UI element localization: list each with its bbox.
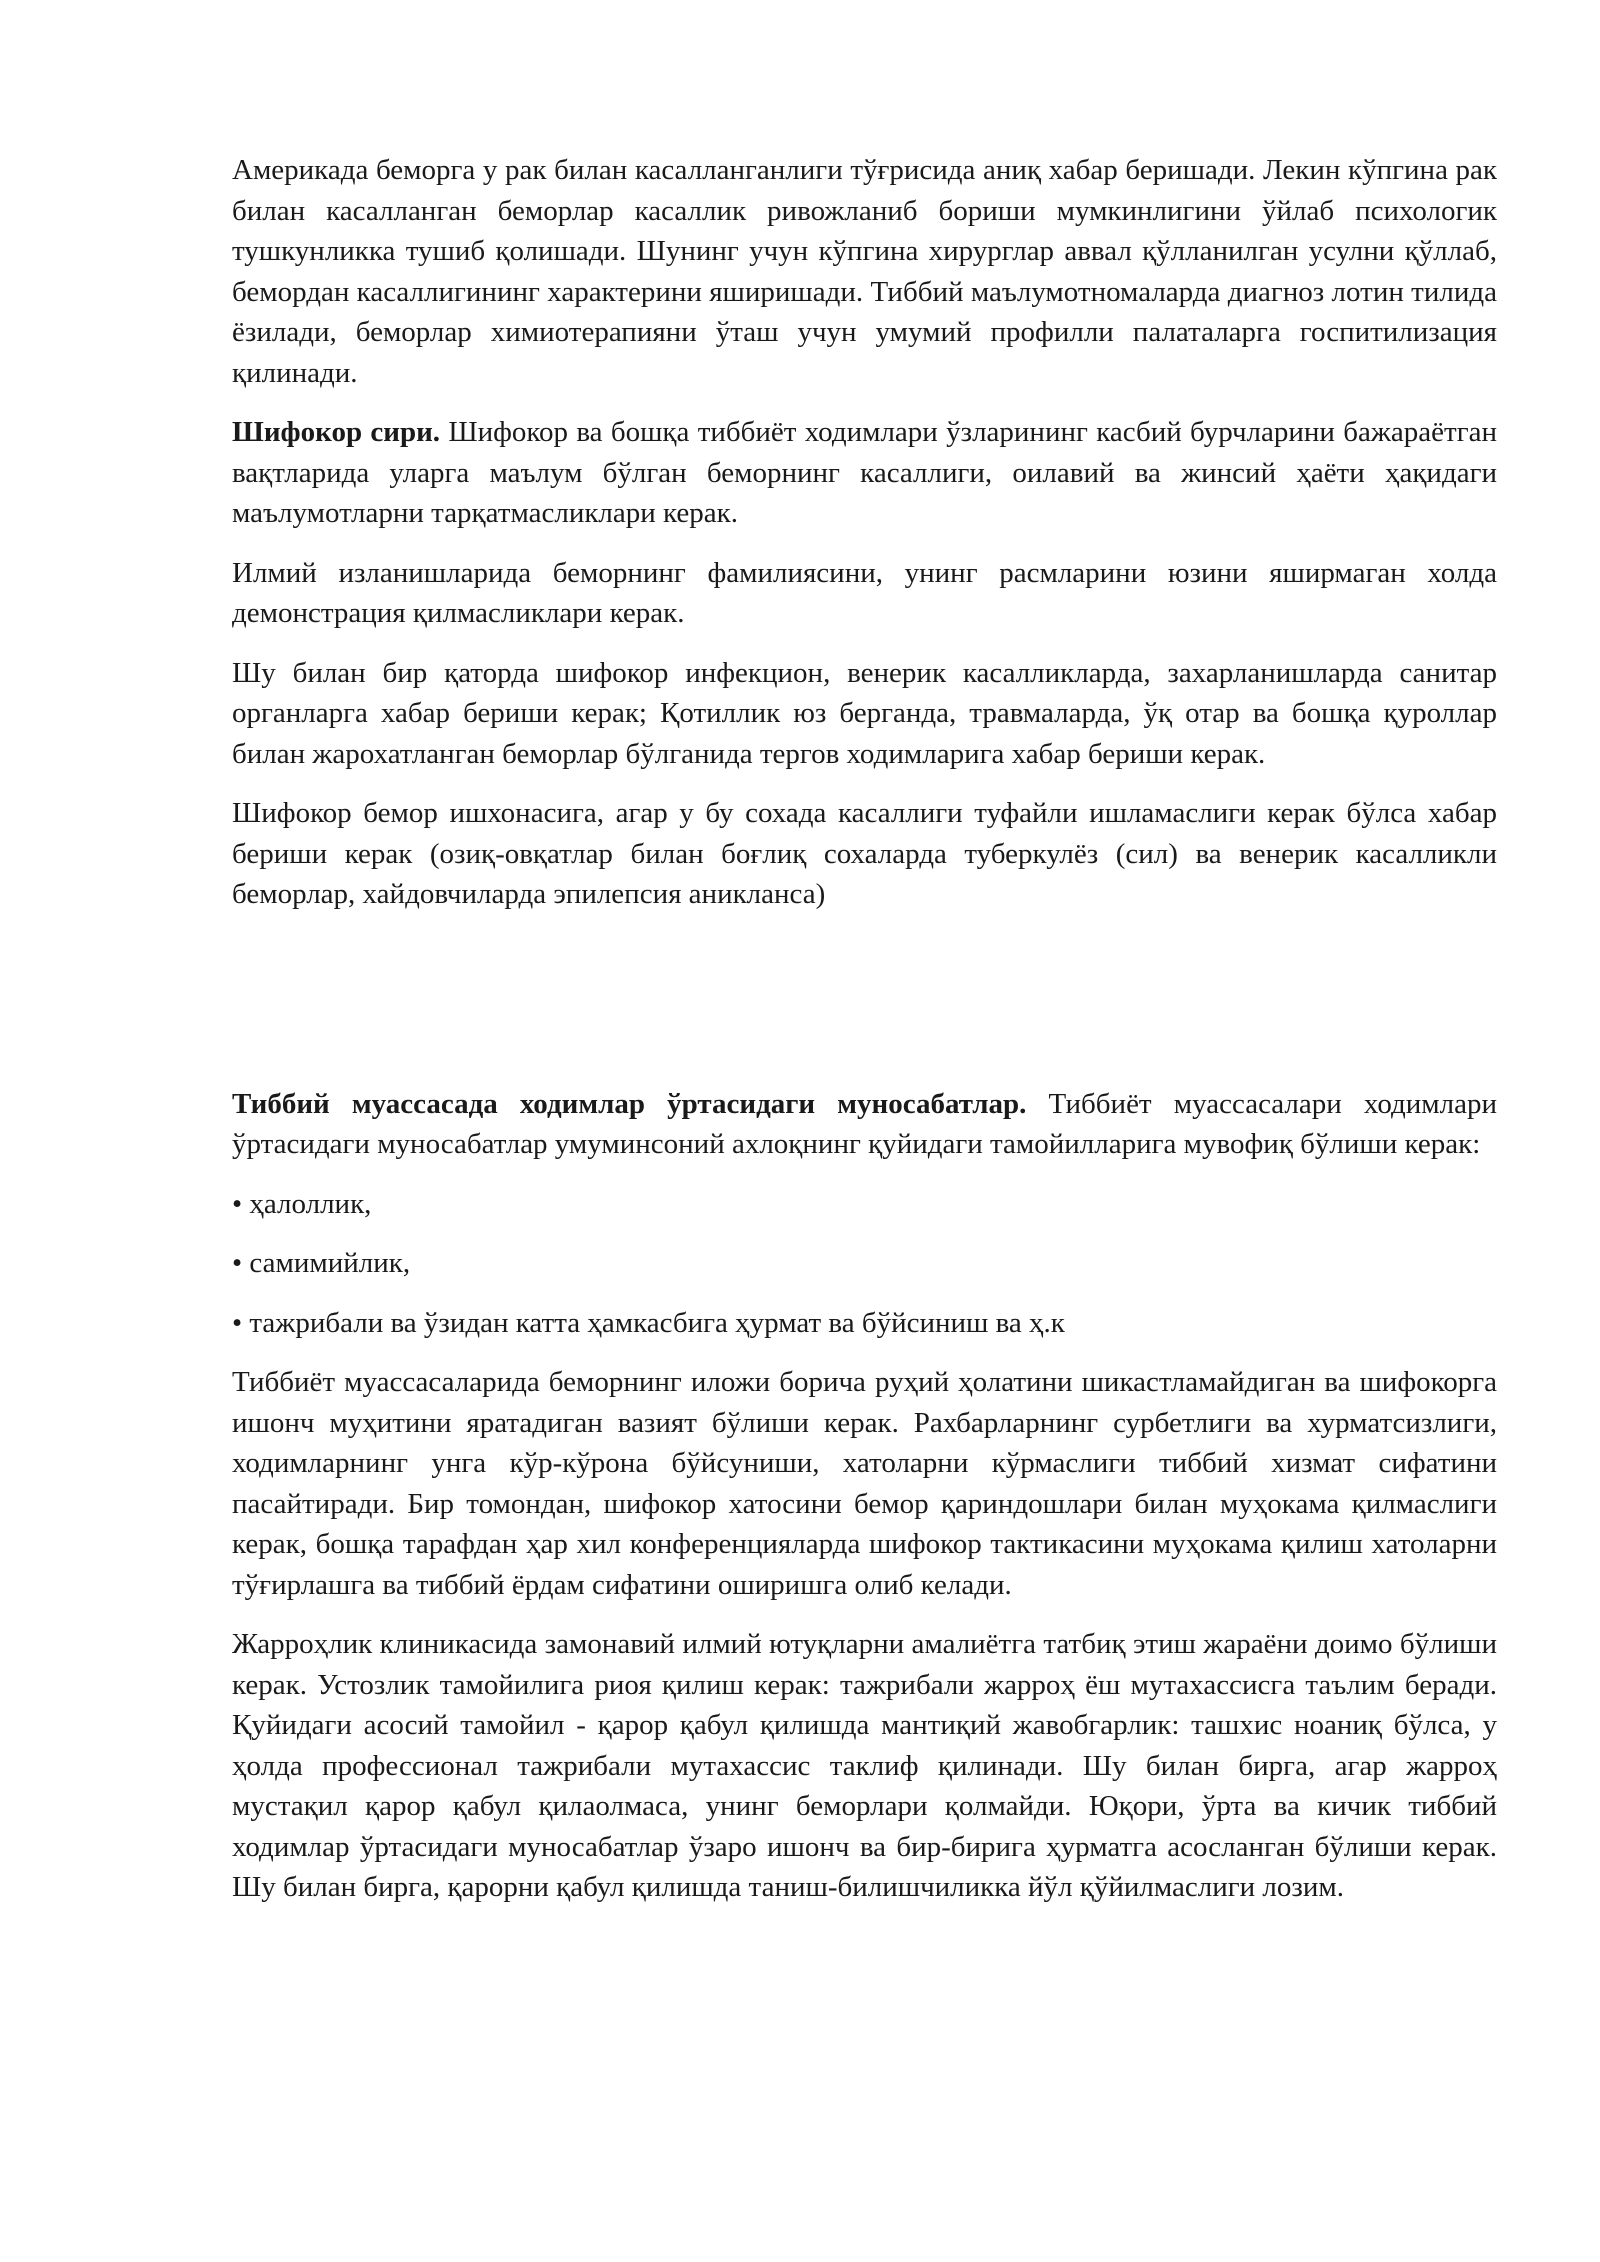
paragraph-research-privacy: Илмий изланишларида беморнинг фамилиясини, унинг расмларини юзини яширмаган холда демонстрация қилмасликлари керак. [232,556,1497,629]
paragraph-cancer-disclosure: Америкада беморга у рак билан касалланганлиги тўғрисида аниқ хабар беришади. Лекин кўпгина рак билан касалланган беморлар касаллик ривожланиб бориши мумкинлигини ўйлаб психологик тушкунликка тушиб қолишади. Шунинг учун кўпгина хирурглар аввал қўлланилган усулни қўллаб, бемордан касаллигининг характерини яширишади. Тиббий маълумотномаларда диагноз лотин тилида ёзилади, беморлар химиотерапияни ўташ учун умумий профилли палаталарга госпитилизация қилинади. [232,154,1497,389]
medical-secret-text: Шифокор ва бошқа тиббиёт ходимлари ўзларининг касбий бурчларини бажараётган вақтларида уларга маълум бўлган беморнинг касаллиги, оилавий ва жинсий ҳаёти ҳақидаги маълумотларни тарқатмасликлари керак. [232,416,1497,529]
section-spacer [232,934,1497,1084]
heading-medical-secret: Шифокор сири. [232,416,441,448]
paragraph-surgical-clinic: Жарроҳлик клиникасида замонавий илмий ютуқларни амалиётга татбиқ этиш жараёни доимо бўлиши керак. Устозлик тамойилига риоя қилиш керак: тажрибали жарроҳ ёш мутахассисга таълим беради. Қуйидаги асосий тамойил - қарор қабул қилишда мантиқий жавобгарлик: ташхис ноаниқ бўлса, у ҳолда профессионал тажрибали мутахассис таклиф қилинади. Шу билан бирга, агар жарроҳ мустақил қарор қабул қилаолмаса, унинг беморлари қолмайди. Юқори, ўрта ва кичик тиббий ходимлар ўртасидаги муносабатлар ўзаро ишонч ва бир-бирига ҳурматга асосланган бўлиши керак. Шу билан бирга, қарорни қабул қилишда таниш-билишчиликка йўл қўйилмаслиги лозим. [232,1628,1497,1903]
bullet-respect: • тажрибали ва ўзидан катта ҳамкасбига ҳурмат ва бўйсиниш ва ҳ.к [232,1306,1065,1339]
paragraph-staff-relations [232,1084,1497,1165]
bullet-honesty: • ҳалоллик, [232,1187,372,1220]
paragraph-medical-secret [232,412,1497,534]
paragraph-reporting-duty: Шу билан бир қаторда шифокор инфекцион, венерик касалликларда, захарланишларда санитар органларга хабар бериши керак; Қотиллик юз берганда, травмаларда, ўқ отар ва бошқа қуроллар билан жарохатланган беморлар бўлганида тергов ходимларига хабар бериши керак. [232,656,1497,770]
heading-staff-relations: Тиббий муассасада ходимлар ўртасидаги муносабатлар. [232,1087,1027,1120]
document-page [232,150,1497,1927]
paragraph-institution-climate: Тиббиёт муассасаларида беморнинг иложи борича руҳий ҳолатини шикастламайдиган ва шифокорга ишонч муҳитини яратадиган вазият бўлиши керак. Рахбарларнинг сурбетлиги ва хурматсизлиги, ходимларнинг унга кўр-кўрона бўйсуниши, хатоларни кўрмаслиги тиббий хизмат сифатини пасайтиради. Бир томондан, шифокор хатосини бемор қариндошлари билан муҳокама қилмаслиги керак, бошқа тарафдан ҳар хил конференцияларда шифокор тактикасини муҳокама қилиш хатоларни тўғирлашга ва тиббий ёрдам сифатини оширишга олиб келади. [232,1366,1497,1601]
staff-relations-text: Тиббиёт муассасалари ходимлари ўртасидаги муносабатлар умуминсоний ахлоқнинг қуйидаги тамойилларига мувофиқ бўлиши керак: [232,1087,1497,1160]
bullet-sincerity: • самимийлик, [232,1247,411,1279]
paragraph-employer-notice: Шифокор бемор ишхонасига, агар у бу сохада касаллиги туфайли ишламаслиги керак бўлса хабар бериши керак (озиқ-овқатлар билан боғлиқ сохаларда туберкулёз (сил) ва венерик касалликли беморлар, хайдовчиларда эпилепсия аникланса) [232,797,1497,910]
